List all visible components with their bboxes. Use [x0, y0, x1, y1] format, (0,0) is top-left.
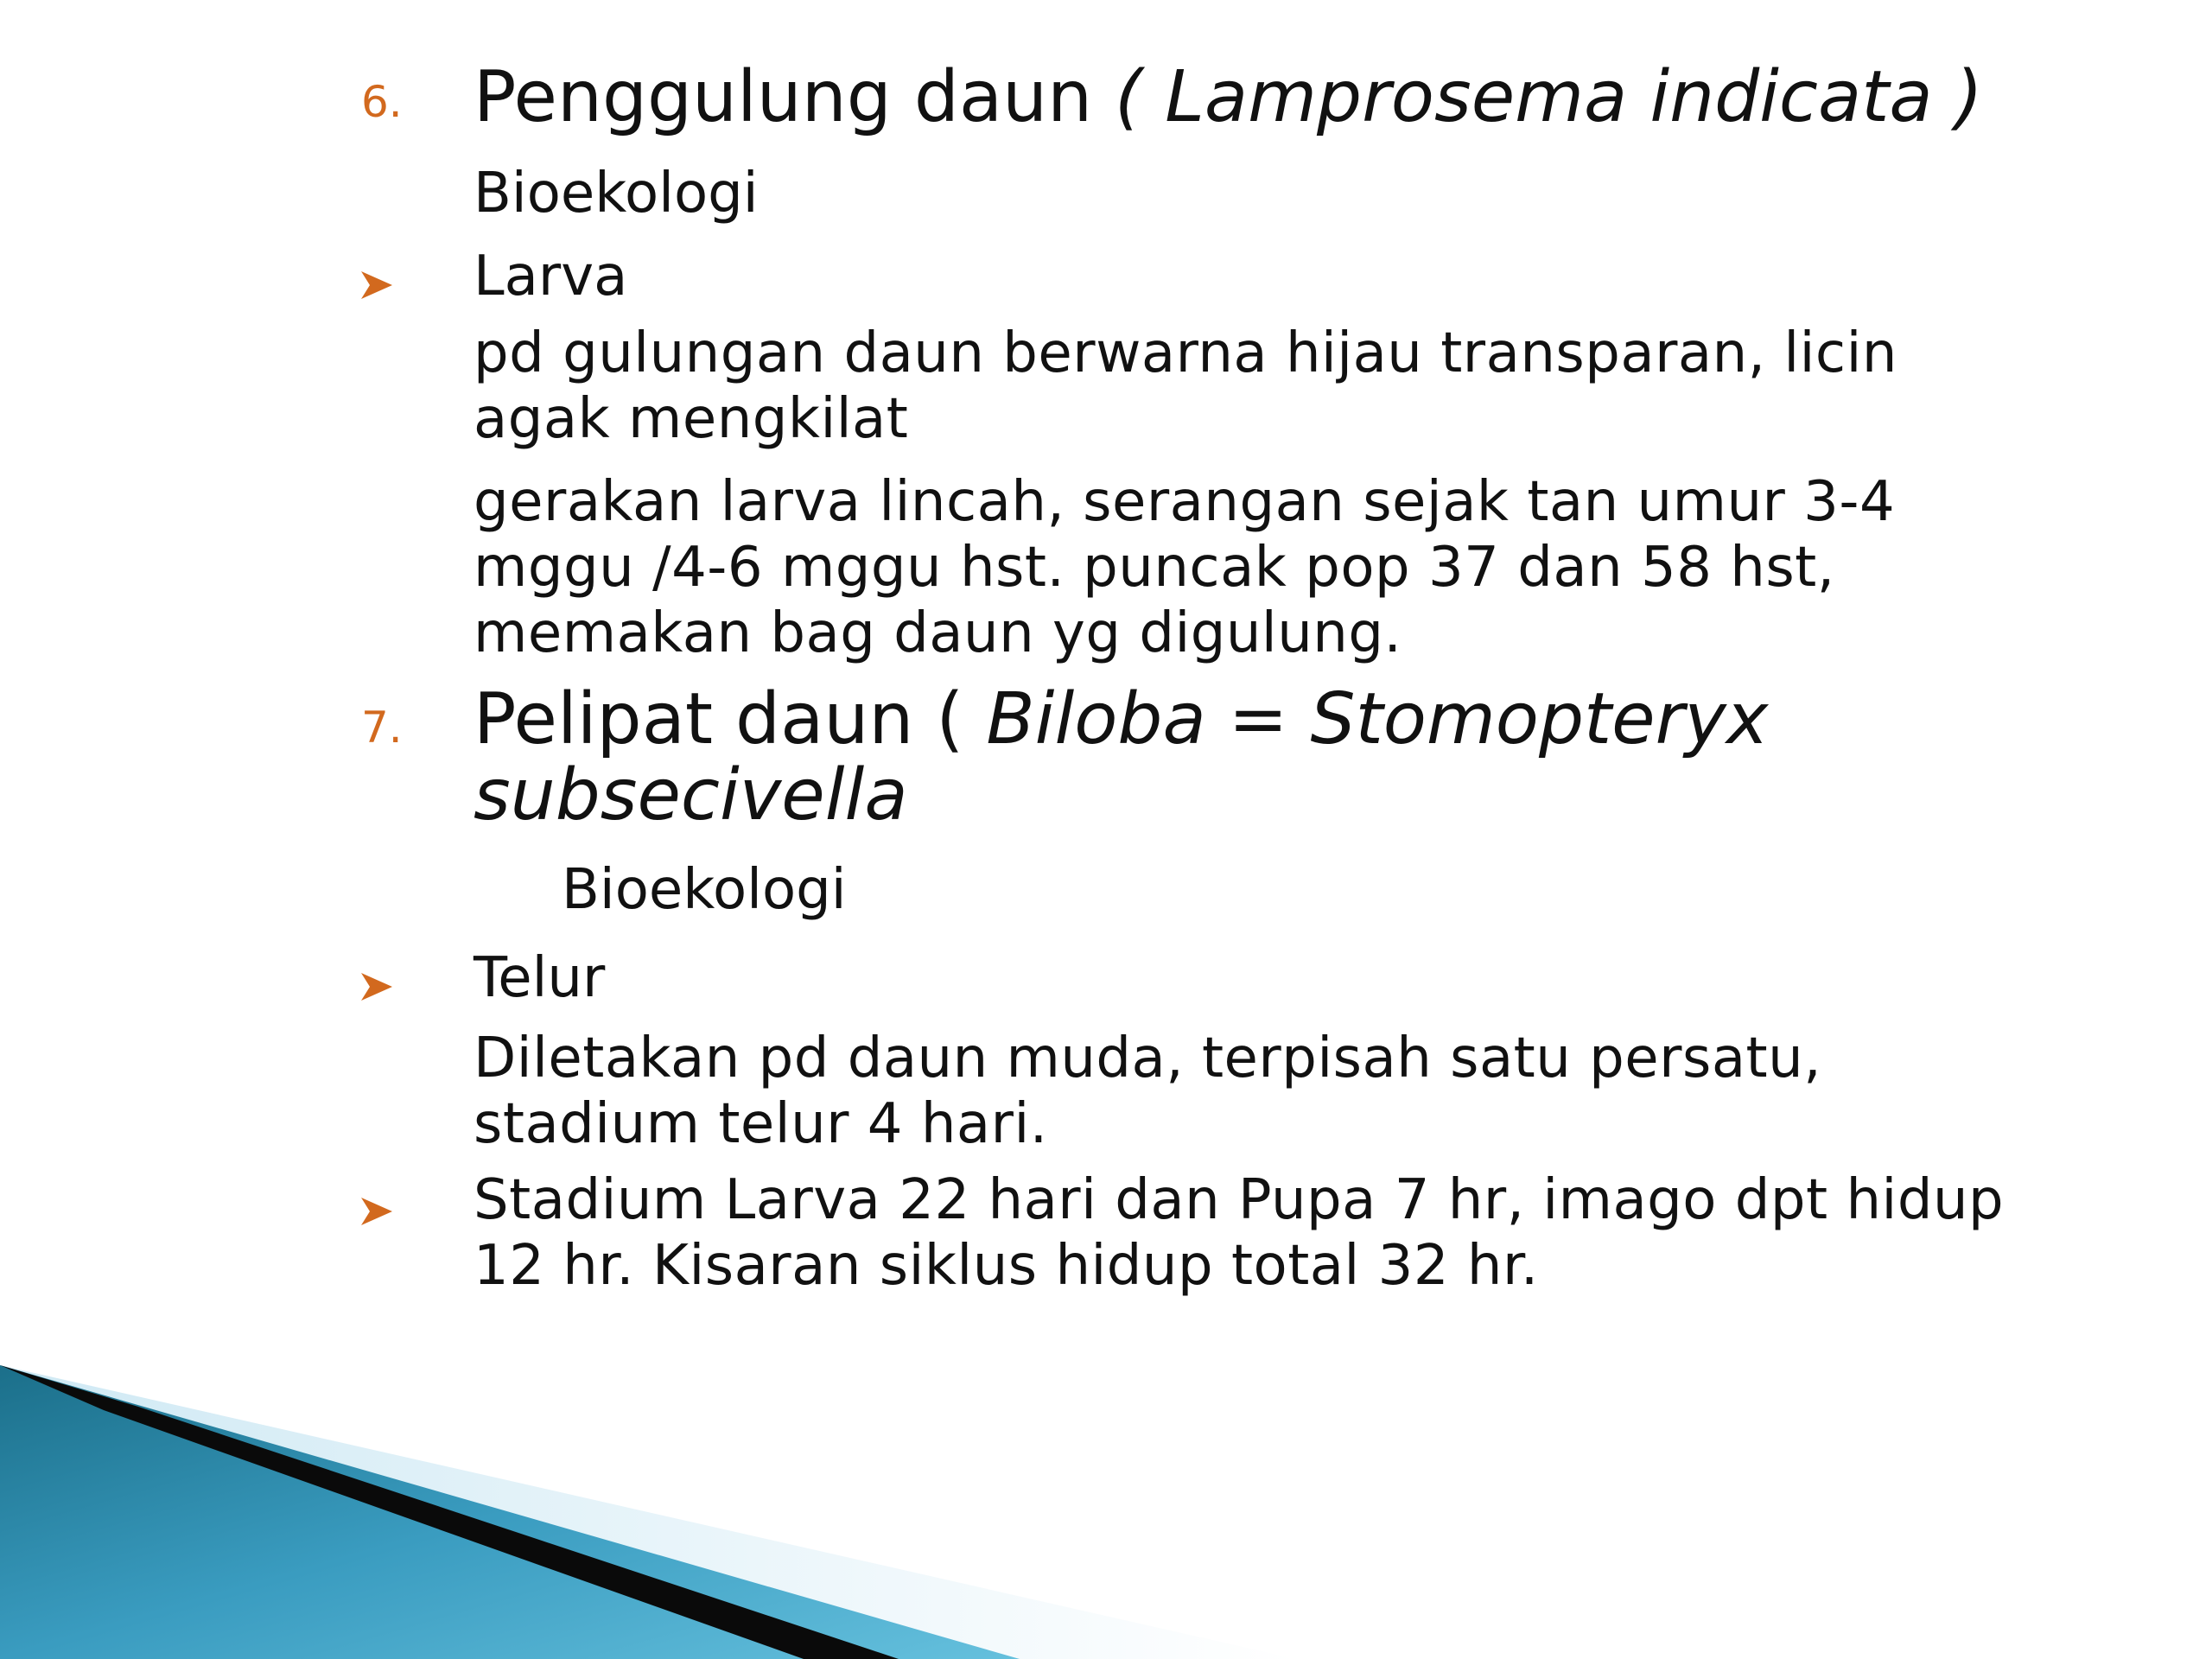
arrowhead-bullet-icon	[356, 969, 399, 1004]
item-7-para1-line2: stadium telur 4 hari.	[474, 1092, 1048, 1156]
item-7-bullet-stadium-line2: 12 hr. Kisaran siklus hidup total 32 hr.	[474, 1234, 1539, 1298]
decorative-swoosh	[0, 1365, 2212, 1659]
item-6-para2-line2: mggu /4-6 mggu hst. puncak pop 37 dan 58 hst,	[474, 536, 1835, 600]
item-6-title: Penggulung daun	[474, 56, 1116, 138]
item-6-heading	[474, 56, 1983, 138]
item-6-para1-line2: agak mengkilat	[474, 387, 909, 451]
arrowhead-bullet-icon	[356, 268, 399, 302]
item-7-bullet-telur: Telur	[474, 946, 606, 1010]
list-number-6: 6.	[361, 77, 403, 127]
item-7-species: Biloba = Stomopteryx	[986, 678, 1769, 760]
list-number-7: 7.	[361, 702, 403, 753]
item-6-para2-line3: memakan bag daun yg digulung.	[474, 601, 1402, 665]
item-6-bullet-larva: Larva	[474, 245, 628, 308]
item-6-para1-line1: pd gulungan daun berwarna hijau transparan, licin	[474, 321, 1897, 385]
item-7-section-label: Bioekologi	[562, 858, 847, 922]
item-7-heading	[474, 678, 1769, 760]
item-7-bullet-stadium-line1: Stadium Larva 22 hari dan Pupa 7 hr, imago dpt hidup	[474, 1168, 2005, 1232]
arrowhead-bullet-icon	[356, 1194, 399, 1229]
item-7-species-line2: subsecivella	[474, 754, 908, 836]
item-7-para1-line1: Diletakan pd daun muda, terpisah satu persatu,	[474, 1027, 1822, 1090]
item-6-para2-line1: gerakan larva lincah, serangan sejak tan umur 3-4	[474, 470, 1896, 534]
item-7-title: Pelipat daun (	[474, 678, 987, 760]
item-6-section-label: Bioekologi	[474, 162, 759, 226]
item-6-species: ( Lamprosema indicata )	[1115, 56, 1983, 138]
